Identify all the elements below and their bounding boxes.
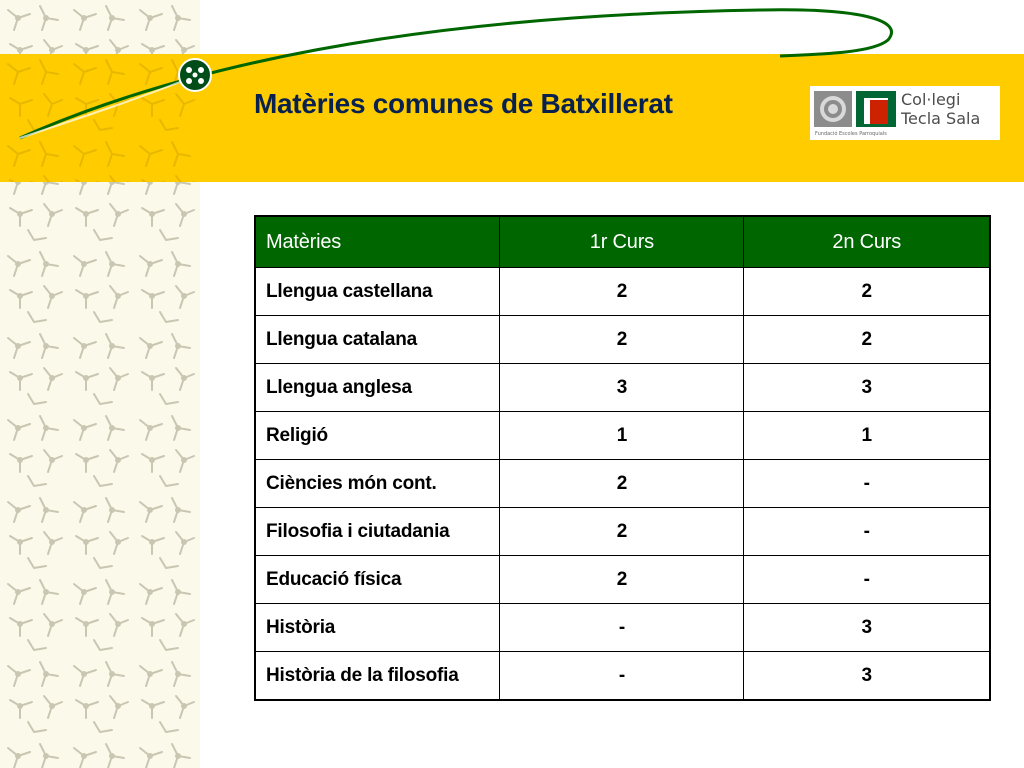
- year2-hours: 1: [744, 412, 990, 460]
- subject-name: Educació física: [255, 556, 500, 604]
- school-name-line2: Tecla Sala: [901, 109, 981, 128]
- year2-hours: 3: [744, 364, 990, 412]
- table-row: [255, 460, 990, 508]
- column-header-subject: Matèries: [255, 216, 500, 268]
- subject-name: Religió: [255, 412, 500, 460]
- subject-name: Llengua catalana: [255, 316, 500, 364]
- year1-hours: 2: [500, 508, 744, 556]
- subject-name: Història: [255, 604, 500, 652]
- foundation-name: Fundació Escoles Parroquials: [815, 131, 887, 137]
- table-row: [255, 604, 990, 652]
- subject-name: Filosofia i ciutadania: [255, 508, 500, 556]
- slide-title: Matèries comunes de Batxillerat: [254, 88, 673, 119]
- atom-node-icon: [179, 59, 211, 91]
- subject-name: Història de la filosofia: [255, 652, 500, 701]
- year2-hours: 3: [744, 652, 990, 701]
- school-name: [901, 90, 997, 128]
- table-header-row: [255, 216, 990, 268]
- year1-hours: 1: [500, 412, 744, 460]
- school-logo: [810, 86, 1000, 140]
- year2-hours: -: [744, 556, 990, 604]
- year2-hours: 2: [744, 316, 990, 364]
- year1-hours: 2: [500, 268, 744, 316]
- table-row: [255, 364, 990, 412]
- table-row: [255, 556, 990, 604]
- year1-hours: 2: [500, 460, 744, 508]
- year1-hours: -: [500, 604, 744, 652]
- table-row: [255, 412, 990, 460]
- subject-name: Llengua castellana: [255, 268, 500, 316]
- table-row: [255, 268, 990, 316]
- year1-hours: 3: [500, 364, 744, 412]
- subject-name: Llengua anglesa: [255, 364, 500, 412]
- year2-hours: 3: [744, 604, 990, 652]
- table-row: [255, 508, 990, 556]
- table-row: [255, 652, 990, 701]
- year1-hours: 2: [500, 316, 744, 364]
- column-header-year2: 2n Curs: [744, 216, 990, 268]
- subjects-table: [254, 215, 991, 701]
- column-header-year1: 1r Curs: [500, 216, 744, 268]
- school-name-line1: Col·legi: [901, 90, 961, 109]
- table-row: [255, 316, 990, 364]
- subject-name: Ciències món cont.: [255, 460, 500, 508]
- year2-hours: -: [744, 508, 990, 556]
- year2-hours: 2: [744, 268, 990, 316]
- year2-hours: -: [744, 460, 990, 508]
- year1-hours: -: [500, 652, 744, 701]
- year1-hours: 2: [500, 556, 744, 604]
